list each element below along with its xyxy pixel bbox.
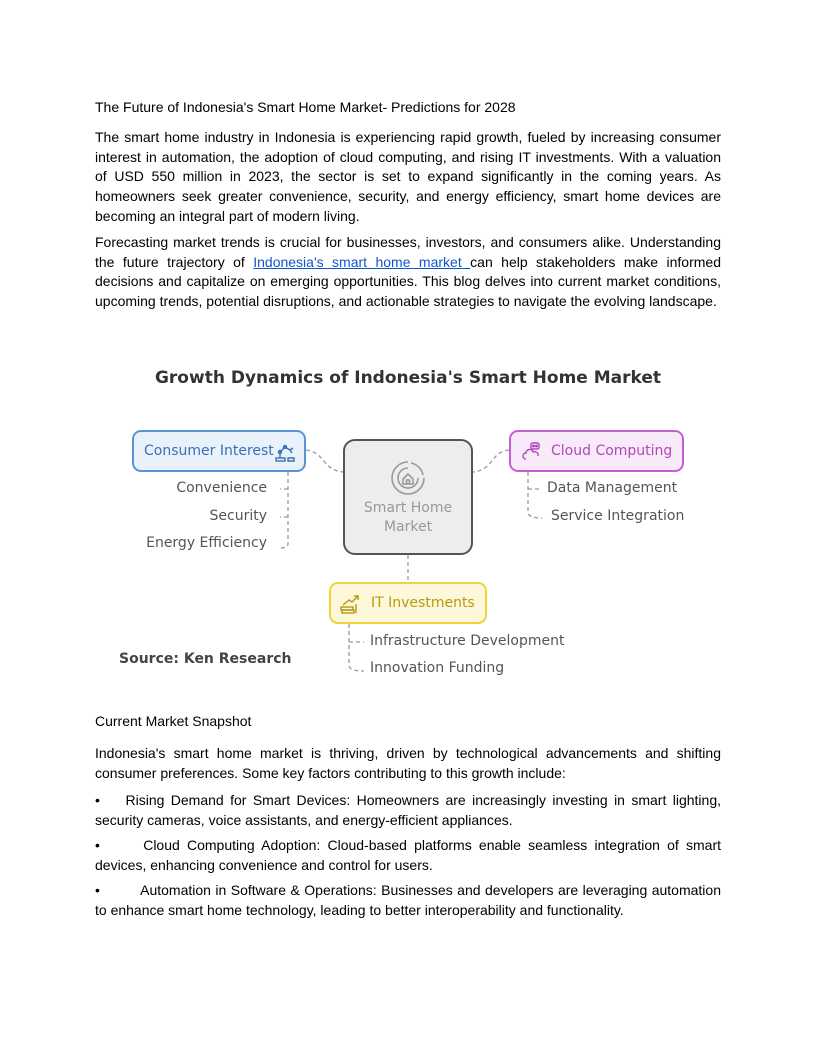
bullet-marker: • xyxy=(95,792,100,808)
diagram-source: Source: Ken Research xyxy=(119,651,292,667)
bullet-marker: • xyxy=(95,882,100,898)
snapshot-paragraph: Indonesia's smart home market is thriving, driven by technological advancements and shifting consumer preferences. Some key factors contributing to this growth include: xyxy=(95,745,721,781)
forecast-text-end: can help stakeholders make informed decisions and capitalize on emerging opportunities. This blog delves into current market conditions, upcoming trends, potential disruptions, and actionable strategies to navigate the evolving landscape. xyxy=(95,253,721,310)
smart-home-market-node xyxy=(343,439,473,555)
cloud-computing-label: Cloud Computing xyxy=(551,443,673,459)
leaf-innovation-funding: Innovation Funding xyxy=(370,660,505,676)
article-title: The Future of Indonesia's Smart Home Market- Predictions for 2028 xyxy=(95,99,516,115)
consumer-leaf-line xyxy=(280,472,288,548)
it-investments-node xyxy=(329,582,487,624)
consumer-interest-label: Consumer Interest xyxy=(144,443,274,459)
leaf-energy-efficiency: Energy Efficiency xyxy=(146,535,267,551)
bullet-item xyxy=(95,881,721,920)
connector-cloud xyxy=(473,450,509,472)
intro-paragraph: The smart home industry in Indonesia is experiencing rapid growth, fueled by increasing consumer interest in automation, the adoption of cloud computing, and rising IT investments. With a valuation of USD 550 million in 2023, the sector is set to expand significantly in the coming years. As homeowners seek greater convenience, security, and energy efficiency, smart home devices are becoming an integral part of modern living. xyxy=(95,129,721,224)
forecast-paragraph xyxy=(95,233,721,312)
section-title: Current Market Snapshot xyxy=(95,713,252,729)
smart-home-market-label: Smart Home Market xyxy=(363,500,453,535)
bullet-item xyxy=(95,791,721,830)
cloud-robot-icon xyxy=(521,441,543,463)
cloud-computing-node xyxy=(509,430,684,472)
bullet-text: Rising Demand for Smart Devices: Homeowners are increasingly investing in smart lighting, security cameras, voice assistants, and energy-efficient appliances. xyxy=(95,792,722,828)
connector-consumer xyxy=(306,450,343,472)
bullet-text: Cloud Computing Adoption: Cloud-based platforms enable seamless integration of smart devices, enhancing convenience and control for users. xyxy=(95,837,721,873)
diagram-title: Growth Dynamics of Indonesia's Smart Home Market xyxy=(154,368,662,388)
bullet-text: Automation in Software & Operations: Businesses and developers are leveraging automation to enhance smart home technology, leading to better interoperability and functionality. xyxy=(95,882,721,918)
growth-dynamics-diagram xyxy=(110,360,706,690)
leaf-infrastructure-development: Infrastructure Development xyxy=(370,633,565,649)
money-growth-icon xyxy=(339,593,361,615)
robot-arm-icon xyxy=(274,441,296,463)
it-investments-label: IT Investments xyxy=(371,595,475,611)
consumer-interest-node xyxy=(132,430,306,472)
it-leaf-line xyxy=(349,624,364,671)
leaf-security: Security xyxy=(209,508,267,524)
bullet-marker: • xyxy=(95,837,100,853)
smart-home-icon xyxy=(389,459,427,497)
leaf-convenience: Convenience xyxy=(176,480,267,496)
cloud-leaf-line xyxy=(528,472,542,518)
market-link[interactable]: Indonesia's smart home market xyxy=(253,253,471,270)
bullet-item xyxy=(95,836,721,875)
forecast-text-start: Forecasting market trends is crucial for businesses, investors, and consumers alike. Understanding the future trajectory of xyxy=(95,234,721,270)
leaf-data-management: Data Management xyxy=(547,480,678,496)
leaf-service-integration: Service Integration xyxy=(551,508,685,524)
